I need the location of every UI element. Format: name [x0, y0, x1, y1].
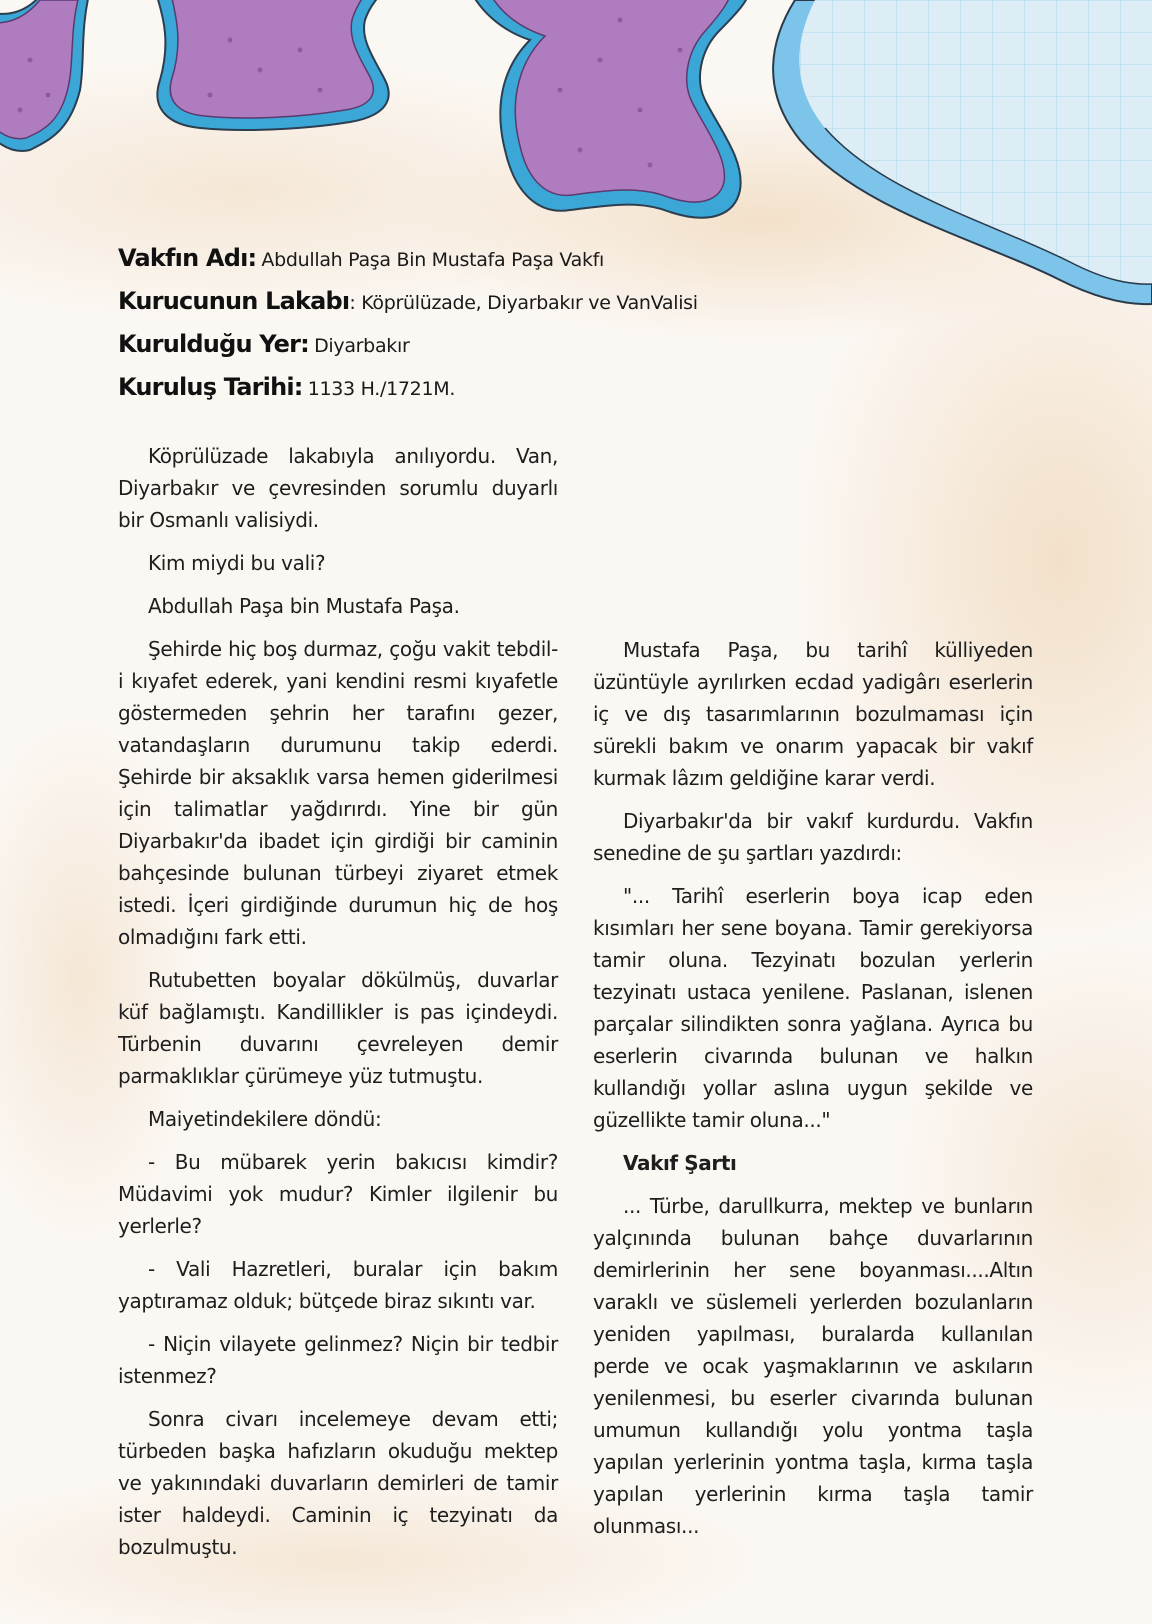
info-value-name: Abdullah Paşa Bin Mustafa Paşa Vakfı — [261, 249, 605, 271]
info-label-date: Kuruluş Tarihi: — [118, 373, 303, 401]
section-heading: Vakıf Şartı — [623, 1151, 737, 1175]
paragraph: Maiyetindekilere döndü: — [148, 1107, 382, 1131]
info-label-name: Vakfın Adı: — [118, 244, 257, 272]
paragraph: Sonra civarı incelemeye devam etti; türbeden başka hafızların okuduğu mektep ve yakınındaki duvarların demirleri de tamir ister haldeydi. Caminin iç tezyinatı da bozulmuştu. — [118, 1407, 558, 1559]
info-row-date — [118, 373, 998, 416]
foundation-info — [118, 244, 998, 416]
right-column — [593, 634, 1033, 1553]
paragraph: ... Türbe, darullkurra, mektep ve bunların yalçınında bulunan bahçe duvarlarının demirlerinin her sene boyanması....Altın varaklı ve süslemeli yerlerden bozulanların yeniden yapılması, buralarda kullanılan perde ve ocak yaşmaklarının ve askıların yenilenmesi, bu eserler civarında bulunan umumun kullandığı yolu yontma taşla yapılan yerlerinin yontma taşla, kırma taşla yapılan yerlerinin kırma taşla tamir olunması... — [593, 1194, 1033, 1538]
paragraph: - Bu mübarek yerin bakıcısı kimdir? Müdavimi yok mudur? Kimler ilgilenir bu yerlerle? — [118, 1150, 558, 1238]
info-row-title — [118, 287, 998, 330]
paragraph: Diyarbakır'da bir vakıf kurdurdu. Vakfın senedine de şu şartları yazdırdı: — [593, 809, 1033, 865]
starfish-right — [470, 0, 750, 218]
info-value-date: 1133 H./1721M. — [307, 378, 456, 400]
paragraph: Köprülüzade lakabıyla anılıyordu. Van, Diyarbakır ve çevresinden sorumlu duyarlı bir Osmanlı valisiydi. — [118, 444, 558, 532]
left-column — [118, 440, 558, 1574]
info-value-place: Diyarbakır — [314, 335, 410, 357]
paragraph: Mustafa Paşa, bu tarihî külliyeden üzüntüyle ayrılırken ecdad yadigârı eserlerin iç ve dış tasarımlarının bozulmaması için sürekli bakım ve onarım yapacak bir vakıf kurmak lâzım geldiğine karar verdi. — [593, 638, 1033, 790]
paragraph: Şehirde hiç boş durmaz, çoğu vakit tebdil-i kıyafet ederek, yani kendini resmi kıyafetle göstermeden şehrin her tarafını gezer, vatandaşların durumunu takip ederdi. Şehirde bir aksaklık varsa hemen giderilmesi için talimatlar yağdırırdı. Yine bir gün Diyarbakır'da ibadet için girdiği bir caminin bahçesinde bulunan türbeyi ziyaret etmek istedi. İçeri girdiğinde durumun hiç de hoş olmadığını fark etti. — [118, 637, 558, 949]
info-row-name — [118, 244, 998, 287]
paragraph: - Niçin vilayete gelinmez? Niçin bir tedbir istenmez? — [118, 1332, 558, 1388]
info-value-title: : Köprülüzade, Diyarbakır ve VanValisi — [349, 292, 698, 314]
quote-paragraph: "... Tarihî eserlerin boya icap eden kısımları her sene boyana. Tamir gerekiyorsa tamir oluna. Tezyinatı bozulan yerlerin tezyinatı ustaca yenilene. Paslanan, islenen parçalar silindikten sonra yağlana. Ayrıca bu eserlerin civarında bulunan ve halkın kullandığı yollar aslına uygun şekilde ve güzellikte tamir oluna..." — [593, 884, 1033, 1132]
starfish-middle — [155, 0, 389, 130]
starfish-left — [0, 0, 90, 151]
info-row-place — [118, 330, 998, 373]
info-label-title: Kurucunun Lakabı — [118, 287, 350, 315]
paragraph: Kim miydi bu vali? — [148, 551, 326, 575]
info-label-place: Kurulduğu Yer: — [118, 330, 309, 358]
paragraph: - Vali Hazretleri, buralar için bakım yaptıramaz olduk; bütçede biraz sıkıntı var. — [118, 1257, 558, 1313]
paragraph: Abdullah Paşa bin Mustafa Paşa. — [148, 594, 460, 618]
paragraph: Rutubetten boyalar dökülmüş, duvarlar küf bağlamıştı. Kandillikler is pas içindeydi. Türbenin duvarını çevreleyen demir parmaklıklar çürümeye yüz tutmuştu. — [118, 968, 558, 1088]
